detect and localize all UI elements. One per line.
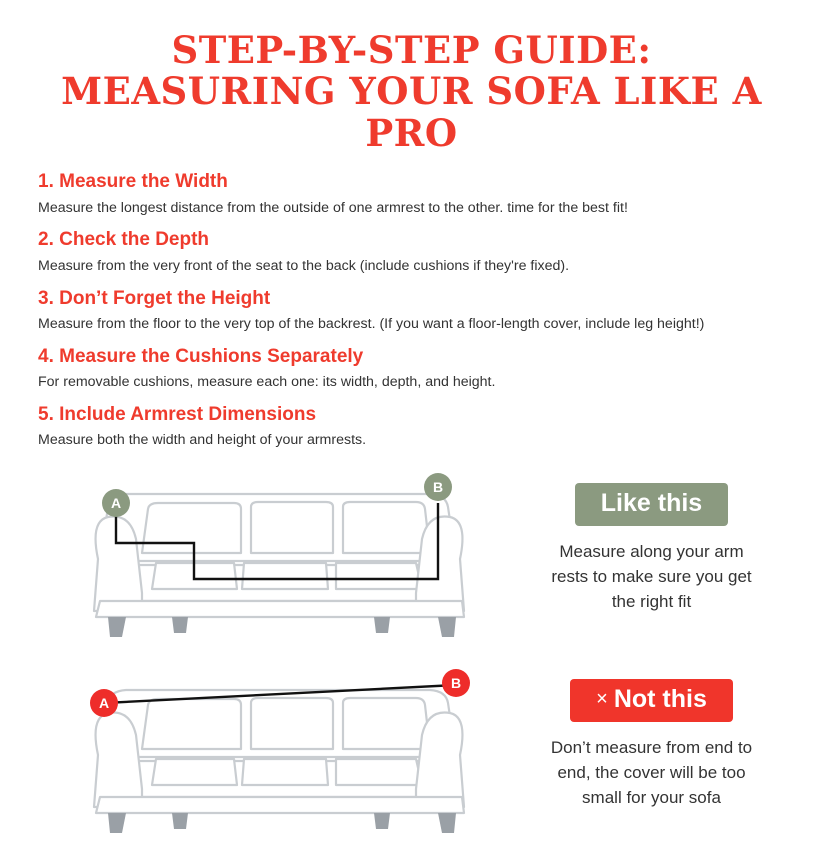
step-body: Measure from the very front of the seat to the back (include cushions if they're fixed). — [38, 257, 570, 274]
badge-not-this — [570, 679, 733, 723]
title-line-1: STEP-BY-STEP GUIDE: — [171, 28, 652, 72]
step-heading: 4. Measure the Cushions Separately — [38, 345, 364, 367]
step-body: Measure from the floor to the very top of the backrest. (If you want a floor-length cover, include leg height!) — [38, 316, 705, 332]
caption-like-this: Measure along your arm rests to make sure you get the right fit — [551, 542, 752, 611]
step-item — [38, 285, 785, 335]
svg-text:B: B — [432, 478, 444, 495]
sofa-diagram-incorrect — [38, 657, 518, 847]
step-heading: 2. Check the Depth — [38, 229, 210, 251]
page-title — [38, 30, 785, 154]
badge-not-this-label: Not this — [613, 684, 707, 713]
sofa-illustration-correct — [38, 461, 518, 651]
sofa-illustration-incorrect — [38, 657, 518, 847]
step-body: Measure the longest distance from the outside of one armrest to the other. time for the best fit! — [38, 199, 628, 216]
steps-list — [38, 168, 785, 450]
step-item — [38, 226, 785, 276]
svg-text:A: A — [110, 494, 122, 511]
svg-text:B: B — [450, 674, 462, 691]
caption-not-this: Don’t measure from end to end, the cover will be too small for your sofa — [550, 738, 753, 807]
step-body: Measure both the width and height of your armrests. — [38, 432, 367, 449]
cross-icon: × — [596, 687, 608, 710]
example-block-not — [38, 657, 785, 847]
svg-text:A: A — [98, 694, 110, 711]
step-item — [38, 168, 785, 218]
step-item — [38, 343, 785, 393]
example-block-like — [38, 461, 785, 651]
example-text-like — [518, 461, 785, 614]
step-heading: 3. Don’t Forget the Height — [38, 287, 271, 309]
step-body: For removable cushions, measure each one: its width, depth, and height. — [38, 374, 496, 391]
step-heading: 5. Include Armrest Dimensions — [38, 403, 317, 425]
step-item — [38, 401, 785, 451]
title-line-2: MEASURING YOUR SOFA LIKE A PRO — [61, 69, 762, 155]
step-heading: 1. Measure the Width — [38, 171, 228, 193]
sofa-diagram-correct — [38, 461, 518, 651]
badge-like-this: Like this — [575, 483, 728, 527]
example-text-not — [518, 657, 785, 810]
